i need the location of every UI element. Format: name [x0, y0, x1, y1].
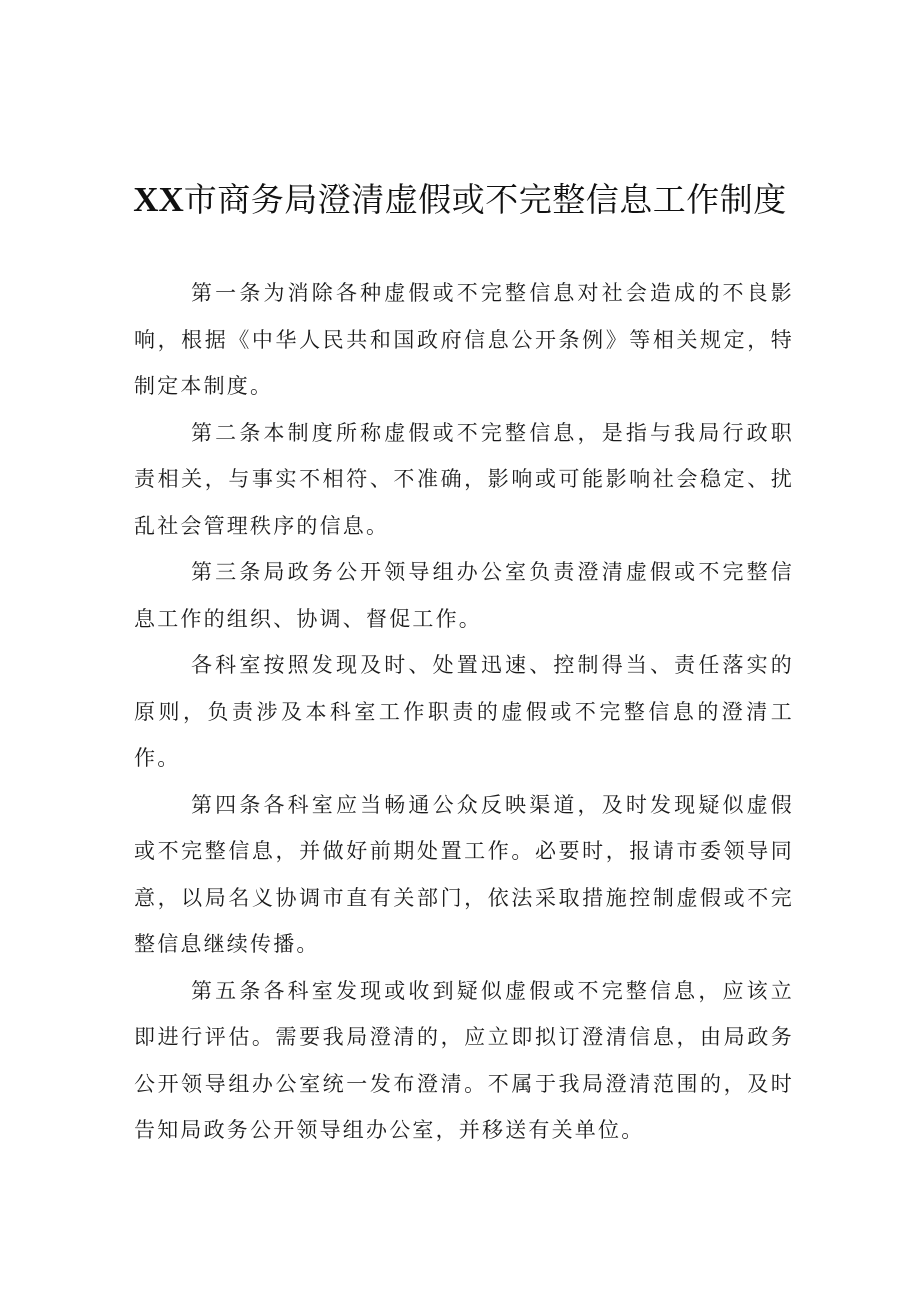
article-2-paragraph: 第二条本制度所称虚假或不完整信息，是指与我局行政职责相关，与事实不相符、不准确，影响或可能影响社会稳定、扰乱社会管理秩序的信息。: [134, 420, 794, 538]
article-3-paragraph: 第三条局政务公开领导组办公室负责澄清虚假或不完整信息工作的组织、协调、督促工作。: [134, 560, 794, 631]
article-3-continuation-paragraph: 各科室按照发现及时、处置迅速、控制得当、责任落实的原则，负责涉及本科室工作职责的虚假或不完整信息的澄清工作。: [134, 653, 794, 770]
title-text: 市商务局澄清虚假或不完整信息工作制度: [183, 180, 787, 219]
document-title: [0, 176, 920, 224]
title-prefix: XX: [133, 180, 184, 219]
article-1-paragraph: 第一条为消除各种虚假或不完整信息对社会造成的不良影响，根据《中华人民共和国政府信息公开条例》等相关规定，特制定本制度。: [134, 281, 794, 398]
article-4-paragraph: 第四条各科室应当畅通公众反映渠道，及时发现疑似虚假或不完整信息，并做好前期处置工作。必要时，报请市委领导同意，以局名义协调市直有关部门，依法采取措施控制虚假或不完整信息继续传播。: [134, 792, 794, 956]
document-body: [134, 270, 794, 1154]
article-5-paragraph: 第五条各科室发现或收到疑似虚假或不完整信息，应该立即进行评估。需要我局澄清的，应立即拟订澄清信息，由局政务公开领导组办公室统一发布澄清。不属于我局澄清范围的，及时告知局政务公开领导组办公室，并移送有关单位。: [134, 978, 794, 1142]
